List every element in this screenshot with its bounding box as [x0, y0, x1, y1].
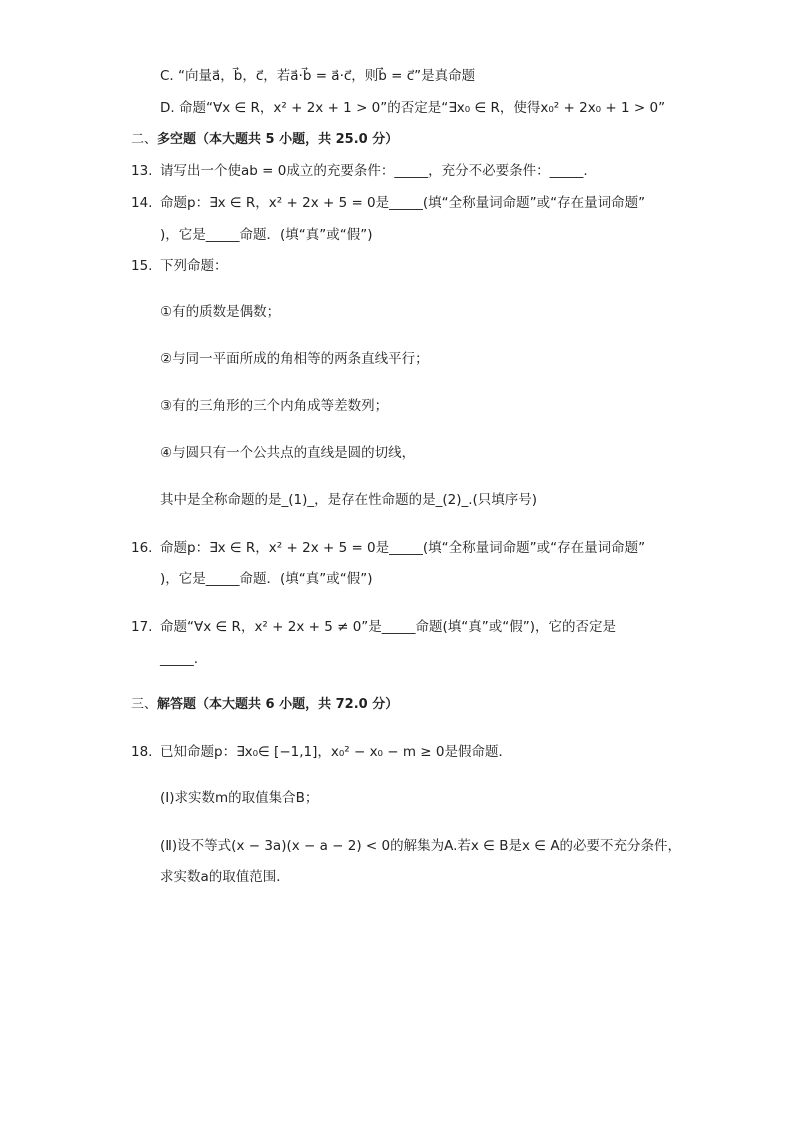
section-2-heading [131, 131, 398, 149]
option-d: D. 命题“∀x ∈ R，x² + 2x + 1 > 0”的否定是“∃x₀ ∈ R，使得x₀² + 2x₀ + 1 > 0” [160, 100, 666, 116]
section-2-title: 多空题（本大题共 5 小题，共 25.0 分） [157, 132, 399, 147]
q18-stem: 已知命题p：∃x₀∈ [−1,1]，x₀² − x₀ − m ≥ 0是假命题． [160, 744, 513, 760]
q14-number: 14. [131, 195, 153, 211]
q14-line-1: 命题p：∃x ∈ R，x² + 2x + 5 = 0是_____(填“全称量词命题”或“存在量词命题” [160, 195, 646, 211]
section-3-prefix: 三、 [131, 697, 158, 712]
q13-text: 请写出一个使ab = 0成立的充要条件：_____，充分不必要条件：_____. [160, 163, 588, 179]
q16-line-1: 命题p：∃x ∈ R，x² + 2x + 5 = 0是_____(填“全称量词命题”或“存在量词命题” [160, 540, 646, 556]
q18-number: 18. [131, 744, 153, 760]
q15-item-3: ③有的三角形的三个内角成等差数列； [160, 398, 389, 414]
q14-line-2: )，它是_____命题．(填“真”或“假”) [160, 227, 373, 243]
q13-number: 13. [131, 163, 153, 179]
q17-line-2: _____. [160, 651, 199, 667]
section-3-title: 解答题（本大题共 6 小题，共 72.0 分） [157, 697, 399, 712]
q18-part-2-line-1: (Ⅱ)设不等式(x − 3a)(x − a − 2) < 0的解集为A.若x ∈ B是x ∈ A的必要不充分条件， [160, 838, 682, 854]
section-2-prefix: 二、 [131, 132, 158, 147]
q15-item-4: ④与圆只有一个公共点的直线是圆的切线， [160, 445, 416, 461]
q18-part-1: (Ⅰ)求实数m的取值集合B； [160, 790, 319, 806]
q17-line-1: 命题“∀x ∈ R，x² + 2x + 5 ≠ 0”是_____命题(填“真”或“假”)，它的否定是 [160, 619, 617, 635]
q17-number: 17. [131, 619, 153, 635]
q15-ask: 其中是全称命题的是_(1)_，是存在性命题的是_(2)_.(只填序号) [160, 492, 538, 508]
section-3-heading [131, 696, 398, 714]
q16-line-2: )，它是_____命题．(填“真”或“假”) [160, 571, 373, 587]
q15-number: 15. [131, 258, 153, 274]
q16-number: 16. [131, 540, 153, 556]
option-c: C. “向量a⃗，b⃗，c⃗，若a⃗·b⃗ = a⃗·c⃗，则b⃗ = c⃗”是真命题 [160, 68, 476, 84]
q15-item-2: ②与同一平面所成的角相等的两条直线平行； [160, 351, 429, 367]
q18-part-2-line-2: 求实数a的取值范围． [160, 869, 290, 885]
q15-intro: 下列命题： [160, 258, 228, 274]
q15-item-1: ①有的质数是偶数； [160, 304, 281, 320]
